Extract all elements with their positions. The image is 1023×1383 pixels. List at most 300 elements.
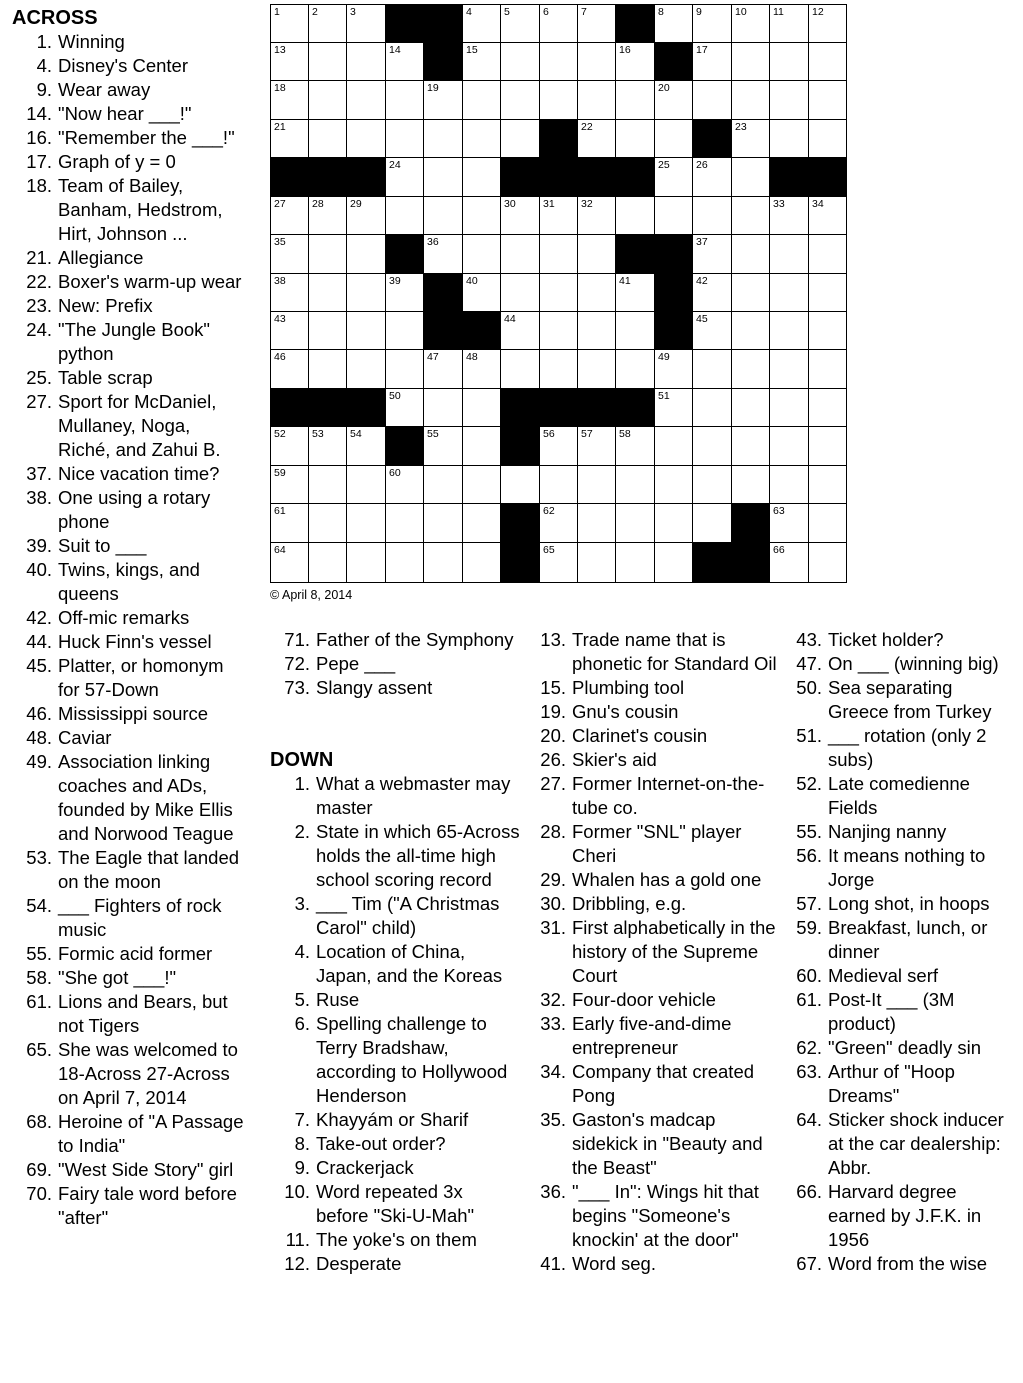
grid-cell (769, 119, 809, 158)
grid-cell (769, 273, 809, 312)
grid-cell (500, 119, 540, 158)
clue-number: 30. (540, 893, 566, 914)
clue-item (12, 54, 244, 78)
grid-cell (769, 42, 809, 81)
grid-cell (462, 196, 501, 235)
clue-text: "___ In": Wings hit that begins "Someone's knockin' at the door" (572, 1181, 759, 1250)
clue-number: 24. (26, 319, 52, 340)
crossword-grid (270, 4, 887, 582)
clue-text: Graph of y = 0 (58, 151, 176, 172)
clue-number: 66. (796, 1181, 822, 1202)
copyright: © April 8, 2014 (270, 588, 353, 602)
grid-cell (500, 4, 540, 43)
grid-cell (385, 388, 424, 427)
grid-block (500, 157, 540, 197)
clue-number: 44. (26, 631, 52, 652)
clue-number: 64. (796, 1109, 822, 1130)
clue-item (12, 1038, 244, 1110)
clue-item (527, 748, 777, 772)
clue-number: 32. (540, 989, 566, 1010)
cell-number: 37 (696, 236, 708, 248)
grid-cell (385, 311, 424, 350)
clue-item (12, 102, 244, 126)
clue-text: Whalen has a gold one (572, 869, 762, 890)
grid-cell (500, 234, 540, 274)
clue-number: 16. (26, 127, 52, 148)
grid-cell (615, 273, 655, 312)
clue-text: Crackerjack (316, 1157, 414, 1178)
grid-cell (346, 4, 386, 43)
clue-text: Late comedienne Fields (828, 773, 970, 818)
grid-cell (385, 273, 424, 312)
grid-cell (423, 426, 463, 466)
grid-cell (808, 80, 847, 120)
clue-item (12, 78, 244, 102)
grid-cell (731, 311, 770, 350)
clue-text: Harvard degree earned by J.F.K. in 1956 (828, 1181, 982, 1250)
grid-cell (808, 42, 847, 81)
grid-cell (731, 388, 770, 427)
grid-cell (308, 503, 347, 543)
grid-cell (385, 542, 424, 583)
grid-cell (423, 349, 463, 389)
cell-number: 17 (696, 44, 708, 56)
clue-item (784, 892, 1016, 916)
grid-block (654, 273, 693, 312)
grid-cell (423, 542, 463, 583)
clue-item (270, 1132, 520, 1156)
clue-item (12, 294, 244, 318)
grid-cell (423, 234, 463, 274)
grid-cell (808, 349, 847, 389)
clue-text: Word seg. (572, 1253, 656, 1274)
grid-cell (385, 80, 424, 120)
clue-text: Formic acid former (58, 943, 213, 964)
clue-number: 39. (26, 535, 52, 556)
clue-item (12, 630, 244, 654)
grid-cell (539, 80, 578, 120)
clue-item (784, 1180, 1016, 1252)
cell-number: 53 (312, 428, 324, 440)
clue-item (12, 894, 244, 942)
clue-text: ___ Tim ("A Christmas Carol" child) (316, 893, 500, 938)
grid-cell (308, 119, 347, 158)
cell-number: 39 (389, 275, 401, 287)
clue-item (12, 1182, 244, 1230)
grid-cell (808, 4, 847, 43)
clue-number: 4. (294, 941, 310, 962)
grid-cell (539, 426, 578, 466)
clue-item (12, 30, 244, 54)
clue-text: Lions and Bears, but not Tigers (58, 991, 228, 1036)
cell-number: 44 (504, 313, 516, 325)
grid-cell (654, 426, 693, 466)
grid-block (462, 311, 501, 350)
clue-item (784, 1036, 1016, 1060)
cell-number: 29 (350, 198, 362, 210)
down-heading: DOWN (270, 749, 334, 771)
grid-cell (769, 4, 809, 43)
grid-cell (692, 426, 732, 466)
across-clues-column-1 (12, 30, 244, 1230)
grid-cell (308, 4, 347, 43)
clue-text: She was welcomed to 18-Across 27-Across on April 7, 2014 (58, 1039, 238, 1108)
clue-text: Fairy tale word before "after" (58, 1183, 237, 1228)
cell-number: 41 (619, 275, 631, 287)
cell-number: 16 (619, 44, 631, 56)
cell-number: 8 (658, 6, 664, 18)
grid-cell (731, 157, 770, 197)
clue-item (12, 558, 244, 606)
clue-number: 13. (540, 629, 566, 650)
cell-number: 18 (274, 82, 286, 94)
clue-item (527, 1108, 777, 1180)
grid-cell (462, 426, 501, 466)
cell-number: 59 (274, 467, 286, 479)
clue-number: 1. (36, 31, 52, 52)
grid-cell (423, 465, 463, 504)
clue-item (784, 820, 1016, 844)
grid-cell (615, 503, 655, 543)
clue-item (784, 844, 1016, 892)
clue-number: 12. (284, 1253, 310, 1274)
grid-cell (423, 119, 463, 158)
cell-number: 28 (312, 198, 324, 210)
grid-block (423, 4, 463, 43)
clue-text: Former "SNL" player Cheri (572, 821, 742, 866)
grid-block (423, 273, 463, 312)
clue-text: Huck Finn's vessel (58, 631, 212, 652)
cell-number: 38 (274, 275, 286, 287)
grid-cell (615, 196, 655, 235)
clue-text: Early five-and-dime entrepreneur (572, 1013, 732, 1058)
clue-item (270, 1108, 520, 1132)
clue-number: 33. (540, 1013, 566, 1034)
clue-number: 49. (26, 751, 52, 772)
grid-cell (423, 196, 463, 235)
clue-item (527, 892, 777, 916)
clue-number: 26. (540, 749, 566, 770)
clue-text: Table scrap (58, 367, 153, 388)
grid-cell (270, 119, 309, 158)
grid-cell (654, 119, 693, 158)
grid-block (308, 388, 347, 427)
grid-cell (769, 503, 809, 543)
cell-number: 31 (543, 198, 555, 210)
cell-number: 25 (658, 159, 670, 171)
clue-number: 68. (26, 1111, 52, 1132)
grid-cell (270, 4, 309, 43)
cell-number: 10 (735, 6, 747, 18)
clue-number: 62. (796, 1037, 822, 1058)
clue-number: 1. (294, 773, 310, 794)
down-clues-column-3 (784, 628, 1016, 1276)
clue-item (270, 1012, 520, 1108)
clue-text: Former Internet-on-the-tube co. (572, 773, 765, 818)
grid-cell (615, 80, 655, 120)
clue-number: 54. (26, 895, 52, 916)
grid-cell (577, 4, 616, 43)
grid-cell (769, 542, 809, 583)
clue-text: It means nothing to Jorge (828, 845, 986, 890)
clue-item (12, 270, 244, 294)
grid-cell (462, 80, 501, 120)
clue-number: 27. (540, 773, 566, 794)
cell-number: 11 (773, 6, 784, 18)
clue-text: Trade name that is phonetic for Standard Oil (572, 629, 777, 674)
clue-number: 52. (796, 773, 822, 794)
grid-cell (385, 196, 424, 235)
grid-block (654, 42, 693, 81)
clue-number: 48. (26, 727, 52, 748)
clue-number: 40. (26, 559, 52, 580)
grid-block (615, 157, 655, 197)
grid-block (385, 426, 424, 466)
clue-item (527, 1252, 777, 1276)
clue-text: Suit to ___ (58, 535, 147, 556)
clue-item (527, 1012, 777, 1060)
clue-text: Take-out order? (316, 1133, 446, 1154)
grid-cell (731, 273, 770, 312)
grid-cell (731, 465, 770, 504)
grid-block (654, 234, 693, 274)
grid-block (385, 234, 424, 274)
cell-number: 21 (274, 121, 286, 133)
grid-cell (308, 196, 347, 235)
grid-cell (270, 42, 309, 81)
grid-cell (462, 4, 501, 43)
clue-number: 23. (26, 295, 52, 316)
grid-cell (462, 273, 501, 312)
clue-item (527, 1060, 777, 1108)
cell-number: 26 (696, 159, 708, 171)
clue-number: 60. (796, 965, 822, 986)
grid-block (731, 542, 770, 583)
clue-item (12, 150, 244, 174)
clue-item (784, 628, 1016, 652)
clue-item (784, 724, 1016, 772)
grid-cell (654, 349, 693, 389)
clue-number: 36. (540, 1181, 566, 1202)
grid-cell (577, 234, 616, 274)
grid-block (577, 388, 616, 427)
clue-number: 67. (796, 1253, 822, 1274)
grid-cell (692, 42, 732, 81)
clue-item (270, 1228, 520, 1252)
clue-number: 38. (26, 487, 52, 508)
clue-text: Twins, kings, and queens (58, 559, 200, 604)
cell-number: 12 (812, 6, 824, 18)
grid-cell (808, 273, 847, 312)
grid-cell (462, 503, 501, 543)
grid-cell (615, 542, 655, 583)
grid-cell (654, 196, 693, 235)
clue-text: Company that created Pong (572, 1061, 755, 1106)
grid-cell (769, 80, 809, 120)
clue-item (270, 772, 520, 820)
clue-text: "Now hear ___!" (58, 103, 192, 124)
clue-number: 57. (796, 893, 822, 914)
clue-text: Dribbling, e.g. (572, 893, 687, 914)
clue-number: 61. (796, 989, 822, 1010)
clue-text: Sea separating Greece from Turkey (828, 677, 992, 722)
clue-text: Breakfast, lunch, or dinner (828, 917, 988, 962)
clue-item (12, 726, 244, 750)
grid-cell (500, 311, 540, 350)
clue-text: Word repeated 3x before "Ski-U-Mah" (316, 1181, 475, 1226)
clue-item (12, 750, 244, 846)
grid-cell (385, 349, 424, 389)
grid-cell (731, 426, 770, 466)
grid-cell (346, 465, 386, 504)
clue-number: 17. (26, 151, 52, 172)
clue-number: 71. (284, 629, 310, 650)
clue-text: Gaston's madcap sidekick in "Beauty and the Beast" (572, 1109, 763, 1178)
clue-number: 7. (294, 1109, 310, 1130)
clue-number: 5. (294, 989, 310, 1010)
clue-text: Mississippi source (58, 703, 209, 724)
grid-cell (808, 426, 847, 466)
clue-text: Father of the Symphony (316, 629, 514, 650)
clue-number: 21. (26, 247, 52, 268)
grid-cell (462, 388, 501, 427)
cell-number: 19 (427, 82, 439, 94)
clue-text: "The Jungle Book" python (58, 319, 210, 364)
cell-number: 13 (274, 44, 286, 56)
cell-number: 34 (812, 198, 824, 210)
grid-cell (308, 42, 347, 81)
cell-number: 32 (581, 198, 593, 210)
grid-cell (577, 426, 616, 466)
cell-number: 56 (543, 428, 555, 440)
grid-cell (270, 349, 309, 389)
clue-text: Association linking coaches and ADs, founded by Mike Ellis and Norwood Teague (58, 751, 234, 844)
grid-cell (308, 349, 347, 389)
grid-block (423, 311, 463, 350)
clue-text: Post-It ___ (3M product) (828, 989, 955, 1034)
clue-number: 53. (26, 847, 52, 868)
cell-number: 46 (274, 351, 286, 363)
cell-number: 66 (773, 544, 785, 556)
grid-cell (808, 196, 847, 235)
grid-cell (539, 465, 578, 504)
clue-number: 72. (284, 653, 310, 674)
cell-number: 6 (543, 6, 549, 18)
grid-cell (539, 349, 578, 389)
clue-text: Slangy assent (316, 677, 433, 698)
grid-cell (270, 196, 309, 235)
grid-cell (346, 42, 386, 81)
clue-item (784, 1252, 1016, 1276)
clue-number: 69. (26, 1159, 52, 1180)
cell-number: 15 (466, 44, 478, 56)
clue-number: 10. (284, 1181, 310, 1202)
clue-item (12, 990, 244, 1038)
grid-block (346, 157, 386, 197)
grid-block (539, 119, 578, 158)
grid-cell (385, 119, 424, 158)
grid-cell (270, 426, 309, 466)
cell-number: 4 (466, 6, 472, 18)
grid-cell (654, 542, 693, 583)
clue-number: 29. (540, 869, 566, 890)
grid-cell (423, 503, 463, 543)
clue-text: Team of Bailey, Banham, Hedstrom, Hirt, Johnson ... (58, 175, 223, 244)
cell-number: 49 (658, 351, 670, 363)
grid-cell (808, 119, 847, 158)
clue-item (527, 820, 777, 868)
grid-block (692, 542, 732, 583)
clue-number: 2. (294, 821, 310, 842)
grid-cell (270, 311, 309, 350)
grid-cell (346, 119, 386, 158)
clue-text: Platter, or homonym for 57-Down (58, 655, 224, 700)
clue-text: Nice vacation time? (58, 463, 220, 484)
clue-item (270, 988, 520, 1012)
clue-text: Allegiance (58, 247, 144, 268)
clue-text: New: Prefix (58, 295, 153, 316)
cell-number: 33 (773, 198, 785, 210)
clue-text: Long shot, in hoops (828, 893, 990, 914)
grid-cell (692, 196, 732, 235)
clue-text: "She got ___!" (58, 967, 177, 988)
grid-cell (308, 311, 347, 350)
grid-cell (808, 542, 847, 583)
grid-cell (692, 503, 732, 543)
clue-number: 51. (796, 725, 822, 746)
grid-cell (615, 119, 655, 158)
clue-item (784, 652, 1016, 676)
down-clues-column-2 (527, 628, 777, 1276)
grid-cell (654, 157, 693, 197)
clue-text: On ___ (winning big) (828, 653, 999, 674)
clue-text: Skier's aid (572, 749, 657, 770)
clue-text: Spelling challenge to Terry Bradshaw, according to Hollywood Henderson (316, 1013, 508, 1106)
grid-cell (654, 388, 693, 427)
cell-number: 43 (274, 313, 286, 325)
grid-cell (769, 388, 809, 427)
clue-number: 18. (26, 175, 52, 196)
grid-block (539, 157, 578, 197)
grid-cell (346, 234, 386, 274)
grid-cell (769, 311, 809, 350)
clue-item (12, 966, 244, 990)
grid-block (808, 157, 847, 197)
cell-number: 52 (274, 428, 286, 440)
grid-cell (462, 157, 501, 197)
clue-text: Ticket holder? (828, 629, 944, 650)
grid-cell (539, 196, 578, 235)
clue-text: Medieval serf (828, 965, 939, 986)
grid-cell (808, 465, 847, 504)
grid-cell (385, 157, 424, 197)
cell-number: 27 (274, 198, 286, 210)
clue-item (527, 724, 777, 748)
cell-number: 50 (389, 390, 401, 402)
clue-number: 58. (26, 967, 52, 988)
clue-item (270, 676, 520, 700)
clue-number: 35. (540, 1109, 566, 1130)
clue-item (270, 940, 520, 988)
grid-cell (500, 42, 540, 81)
cell-number: 40 (466, 275, 478, 287)
clue-item (527, 772, 777, 820)
grid-cell (769, 465, 809, 504)
cell-number: 3 (350, 6, 356, 18)
grid-cell (462, 349, 501, 389)
grid-cell (577, 465, 616, 504)
grid-block (692, 119, 732, 158)
